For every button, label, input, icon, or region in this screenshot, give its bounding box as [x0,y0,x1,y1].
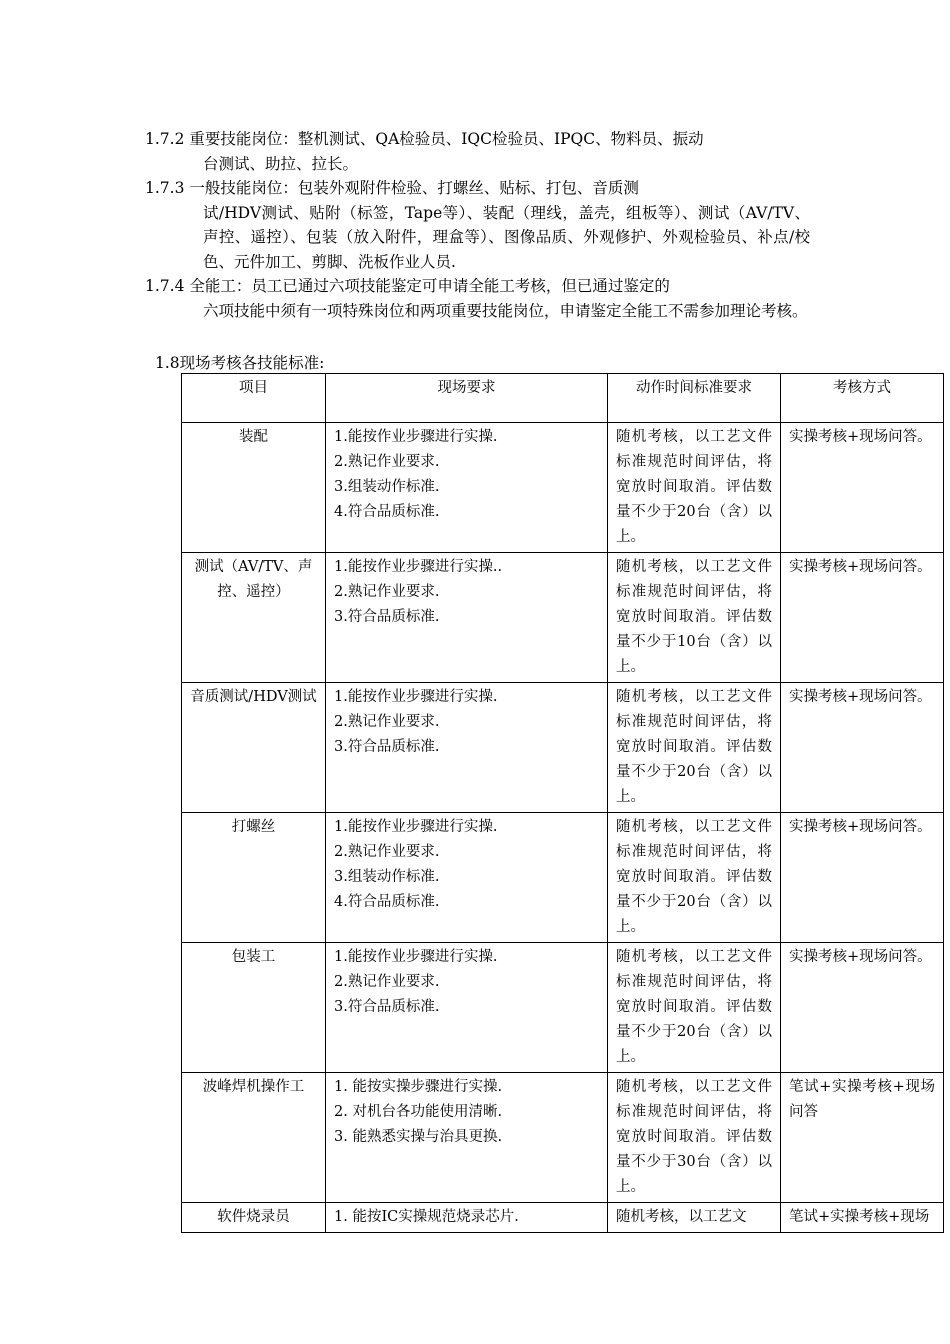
requirement-line: 2. 对机台各功能使用清晰. [334,1104,503,1120]
cell-item: 打螺丝 [182,813,326,943]
skill-standard-table [181,373,944,1233]
requirement-line: 4.符合品质标准. [334,504,440,520]
header-assessment-method: 考核方式 [781,374,944,423]
requirement-line: 1. 能按实操步骤进行实操. [334,1079,503,1095]
cell-time-standard: 随机考核，以工艺文件标准规范时间评估，将宽放时间取消。评估数量不少于20台（含）以上。 [608,423,781,553]
paragraph-line: 1.7.2 重要技能岗位：整机测试、QA检验员、IQC检验员、IPQC、物料员、振动 [145,130,704,148]
cell-assessment-method: 笔试+实操考核+现场 [781,1203,944,1233]
section-title: 1.8现场考核各技能标准: [155,354,325,372]
cell-assessment-method: 实操考核+现场问答。 [781,813,944,943]
paragraph-continuation: 台测试、助拉、拉长。 [203,154,359,173]
table-row [182,553,944,683]
requirement-line: 2.熟记作业要求. [334,714,440,730]
paragraph-1-7-3 [145,176,810,274]
cell-time-standard: 随机考核，以工艺文件标准规范时间评估，将宽放时间取消。评估数量不少于20台（含）以上。 [608,813,781,943]
cell-requirements [326,1073,608,1203]
table-row [182,1073,944,1203]
requirement-line: 1.能按作业步骤进行实操. [334,819,498,835]
cell-assessment-method: 实操考核+现场问答。 [781,553,944,683]
paragraph-line: 1.7.4 全能工：员工已通过六项技能鉴定可申请全能工考核，但已通过鉴定的 [145,277,670,295]
table-body [182,423,944,1233]
cell-item: 包装工 [182,943,326,1073]
requirement-line: 2.熟记作业要求. [334,584,440,600]
cell-requirements [326,683,608,813]
cell-time-standard: 随机考核，以工艺文件标准规范时间评估，将宽放时间取消。评估数量不少于10台（含）以上。 [608,553,781,683]
paragraph-line: 1.7.3 一般技能岗位：包装外观附件检验、打螺丝、贴标、打包、音质测 [145,179,639,197]
cell-requirements [326,813,608,943]
cell-assessment-method: 实操考核+现场问答。 [781,943,944,1073]
cell-time-standard: 随机考核，以工艺文件标准规范时间评估，将宽放时间取消。评估数量不少于30台（含）以上。 [608,1073,781,1203]
cell-assessment-method: 笔试+实操考核+现场问答 [781,1073,944,1203]
paragraph-continuation: 六项技能中须有一项特殊岗位和两项重要技能岗位，申请鉴定全能工不需参加理论考核。 [203,301,808,320]
requirement-line: 1.能按作业步骤进行实操.. [334,559,503,575]
requirement-line: 2.熟记作业要求. [334,454,440,470]
requirement-line: 3. 能熟悉实操与治具更换. [334,1129,503,1145]
paragraph-continuation: 试/HDV测试、贴附（标签，Tape等）、装配（理线，盖壳，组板等）、测试（AV/TV、声控、遥控）、包装（放入附件，理盒等）、图像品质、外观修护、外观检验员、补点/校色、元件加工、剪脚、洗板作业人员. [203,203,810,271]
header-item: 项目 [182,374,326,423]
requirement-line: 3.符合品质标准. [334,999,440,1015]
requirement-line: 1.能按作业步骤进行实操. [334,429,498,445]
cell-requirements [326,943,608,1073]
header-requirement: 现场要求 [326,374,608,423]
cell-item: 波峰焊机操作工 [182,1073,326,1203]
table-row [182,943,944,1073]
cell-time-standard: 随机考核，以工艺文 [608,1203,781,1233]
requirement-line: 3.组装动作标准. [334,869,440,885]
header-time-standard: 动作时间标准要求 [608,374,781,423]
table-row [182,1203,944,1233]
requirement-line: 2.熟记作业要求. [334,844,440,860]
paragraph-1-7-2 [145,127,810,176]
cell-time-standard: 随机考核，以工艺文件标准规范时间评估，将宽放时间取消。评估数量不少于20台（含）以上。 [608,683,781,813]
cell-requirements [326,553,608,683]
cell-requirements [326,1203,608,1233]
cell-item: 测试（AV/TV、声控、遥控） [182,553,326,683]
requirement-line: 1. 能按IC实操规范烧录芯片. [334,1209,519,1225]
cell-item: 音质测试/HDV测试 [182,683,326,813]
table-row [182,813,944,943]
requirement-line: 4.符合品质标准. [334,894,440,910]
requirement-line: 1.能按作业步骤进行实操. [334,689,498,705]
requirement-line: 3.组装动作标准. [334,479,440,495]
cell-assessment-method: 实操考核+现场问答。 [781,423,944,553]
cell-item: 软件烧录员 [182,1203,326,1233]
requirement-line: 2.熟记作业要求. [334,974,440,990]
table-header-row [182,374,944,423]
table-row [182,683,944,813]
cell-assessment-method: 实操考核+现场问答。 [781,683,944,813]
requirement-line: 3.符合品质标准. [334,609,440,625]
cell-time-standard: 随机考核，以工艺文件标准规范时间评估，将宽放时间取消。评估数量不少于20台（含）以上。 [608,943,781,1073]
table-row [182,423,944,553]
cell-item: 装配 [182,423,326,553]
requirement-line: 1.能按作业步骤进行实操. [334,949,498,965]
paragraph-1-7-4 [145,274,810,323]
requirement-line: 3.符合品质标准. [334,739,440,755]
cell-requirements [326,423,608,553]
